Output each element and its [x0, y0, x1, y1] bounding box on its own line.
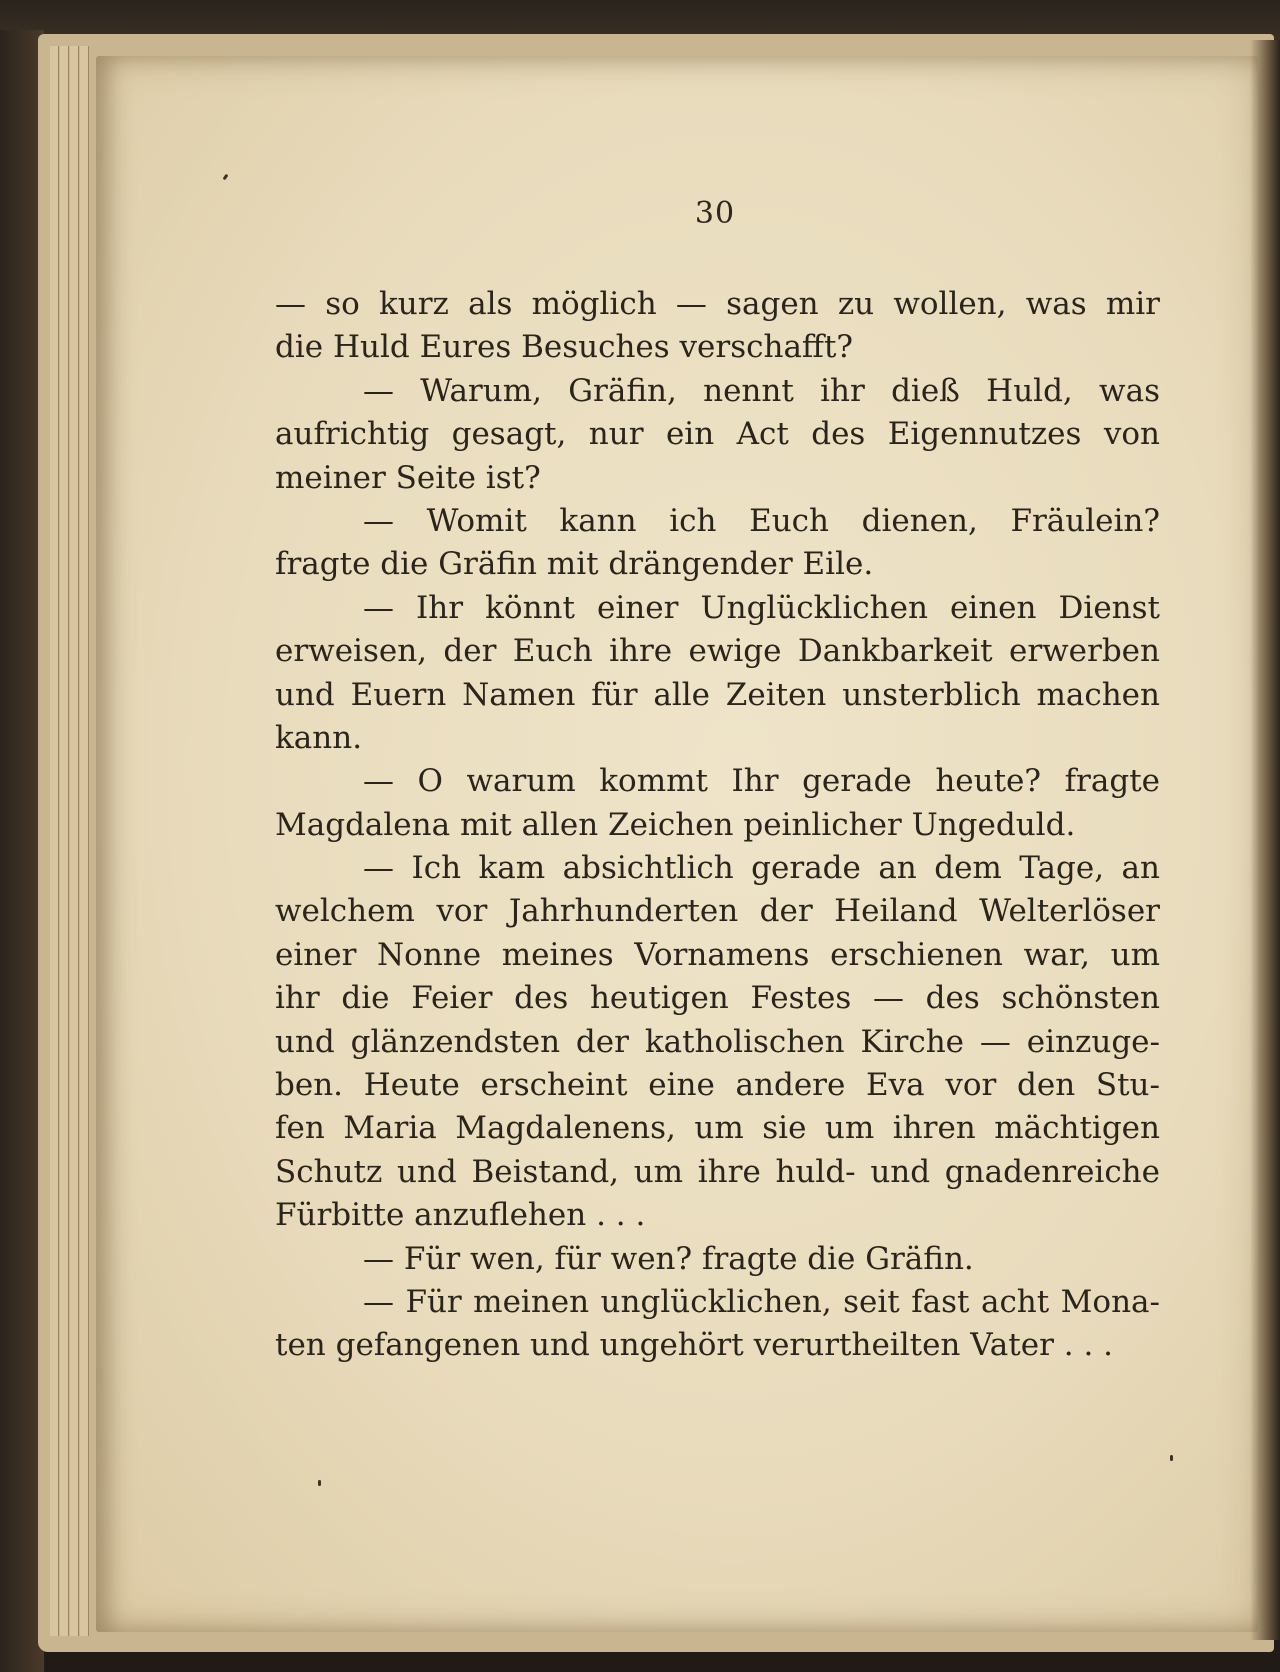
page-number: 30 — [694, 196, 736, 231]
text-line: Fürbitte anzuflehen . . . — [275, 1197, 646, 1234]
ink-speck — [318, 1480, 321, 1486]
text-line: ihr die Feier des heutigen Festes — des schönsten — [275, 980, 1160, 1017]
text-line: — so kurz als möglich — sagen zu wollen, was mir — [275, 286, 1160, 322]
text-line: welchem vor Jahrhunderten der Heiland Welterlöser — [275, 893, 1160, 930]
text-line: — Ihr könnt einer Unglücklichen einen Dienst — [363, 589, 1160, 626]
page-edge — [80, 46, 89, 1636]
text-line: Magdalena mit allen Zeichen peinlicher Ungeduld. — [275, 806, 1076, 843]
body-text — [275, 283, 1160, 1368]
text-line: meiner Seite ist? — [275, 459, 541, 496]
page-edge — [50, 46, 59, 1636]
text-line: erweisen, der Euch ihre ewige Dankbarkeit erwerben — [275, 633, 1160, 670]
text-line: und Euern Namen für alle Zeiten unsterblich machen — [275, 676, 1160, 713]
text-line: — O warum kommt Ihr gerade heute? fragte — [363, 763, 1160, 800]
text-line: — Womit kann ich Euch dienen, Fräulein? — [363, 502, 1160, 539]
text-line: kann. — [275, 719, 363, 756]
text-line: fen Maria Magdalenens, um sie um ihren mächtigen — [275, 1110, 1160, 1147]
text-line: und glänzendsten der katholischen Kirche — einzuge- — [275, 1023, 1160, 1060]
text-line: einer Nonne meines Vornamens erschienen war, um — [275, 936, 1160, 973]
page-edge — [70, 46, 79, 1636]
ink-speck — [1170, 1455, 1173, 1461]
page-edge — [60, 46, 69, 1636]
text-line: — Für wen, für wen? fragte die Gräfin. — [363, 1240, 974, 1277]
text-line: — Für meinen unglücklichen, seit fast acht Mona- — [363, 1283, 1160, 1320]
text-line: ben. Heute erscheint eine andere Eva vor den Stu- — [275, 1067, 1160, 1104]
text-line: fragte die Gräfin mit drängender Eile. — [275, 546, 874, 583]
text-line: aufrichtig gesagt, nur ein Act des Eigennutzes von — [275, 416, 1160, 453]
text-line: Schutz und Beistand, um ihre huld- und gnadenreiche — [275, 1153, 1160, 1190]
text-line: — Warum, Gräfin, nennt ihr dieß Huld, was — [363, 372, 1160, 409]
binding-shadow — [1250, 40, 1280, 1640]
text-line: — Ich kam absichtlich gerade an dem Tage, an — [363, 850, 1160, 887]
text-line: ten gefangenen und ungehört verurtheilten Vater . . . — [275, 1327, 1114, 1364]
text-line: die Huld Eures Besuches verschafft? — [275, 329, 854, 366]
